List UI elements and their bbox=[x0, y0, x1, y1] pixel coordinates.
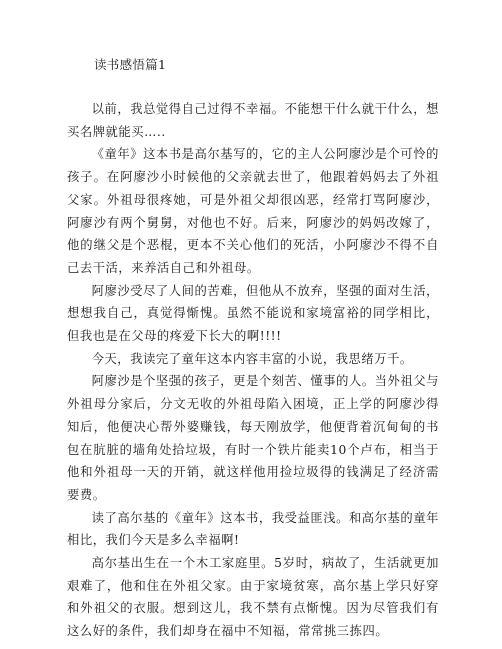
paragraph-1: 以前，我总觉得自己过得不幸福。不能想干什么就干什么，想买名牌就能买….. bbox=[67, 102, 439, 139]
paragraph-2: 《童年》这本书是高尔基写的，它的主人公阿廖沙是个可怜的孩子。在阿廖沙小时候他的父亲就去世了，他跟着妈妈去了外祖父家。外祖母很疼她，可是外祖父却很凶恶，经常打骂阿廖沙，阿廖沙有两个舅舅，对他也不好。后来，阿廖沙的妈妈改嫁了，他的继父是个恶棍，更本不关心他们的死活，小阿廖沙不得不自己去干活，来养活自己和外祖母。 bbox=[67, 147, 439, 275]
paragraph-7: 高尔基出生在一个木工家庭里。5岁时，病故了，生活就更加艰难了，他和住在外祖父家。由于家境贫寒，高尔基上学只好穿和外祖父的衣服。想到这儿，我不禁有点惭愧。因为尽管我们有这么好的条件，我们却身在福中不知福，常常挑三拣四。 bbox=[67, 556, 439, 639]
paragraph-6: 读了高尔基的《童年》这本书，我受益匪浅。和高尔基的童年相比，我们今天是多么幸福啊! bbox=[67, 510, 439, 548]
paragraph-5: 阿廖沙是个坚强的孩子，更是个刻苦、懂事的人。当外祖父与外祖母分家后，分文无收的外祖母陷入困境，正上学的阿廖沙得知后，他便决心帮外婆赚钱，每天刚放学，他便背着沉甸甸的书包在肮脏的墙角处拾垃圾，有时一个铁片能卖10个卢布，相当于他和外祖母一天的开销，就这样他用捡垃圾得的钱满足了经济需要费。 bbox=[67, 374, 439, 502]
document-body bbox=[67, 98, 439, 643]
paragraph-3: 阿廖沙受尽了人间的苦难，但他从不放弃，坚强的面对生活，想想我自己，真觉得惭愧。虽然不能说和家境富裕的同学相比，但我也是在父母的疼爱下长大的啊!!!! bbox=[67, 283, 439, 344]
document-title: 读书感悟篇1 bbox=[94, 57, 167, 72]
paragraph-4: 今天，我读完了童年这本内容丰富的小说，我思绪万千。 bbox=[91, 351, 413, 366]
